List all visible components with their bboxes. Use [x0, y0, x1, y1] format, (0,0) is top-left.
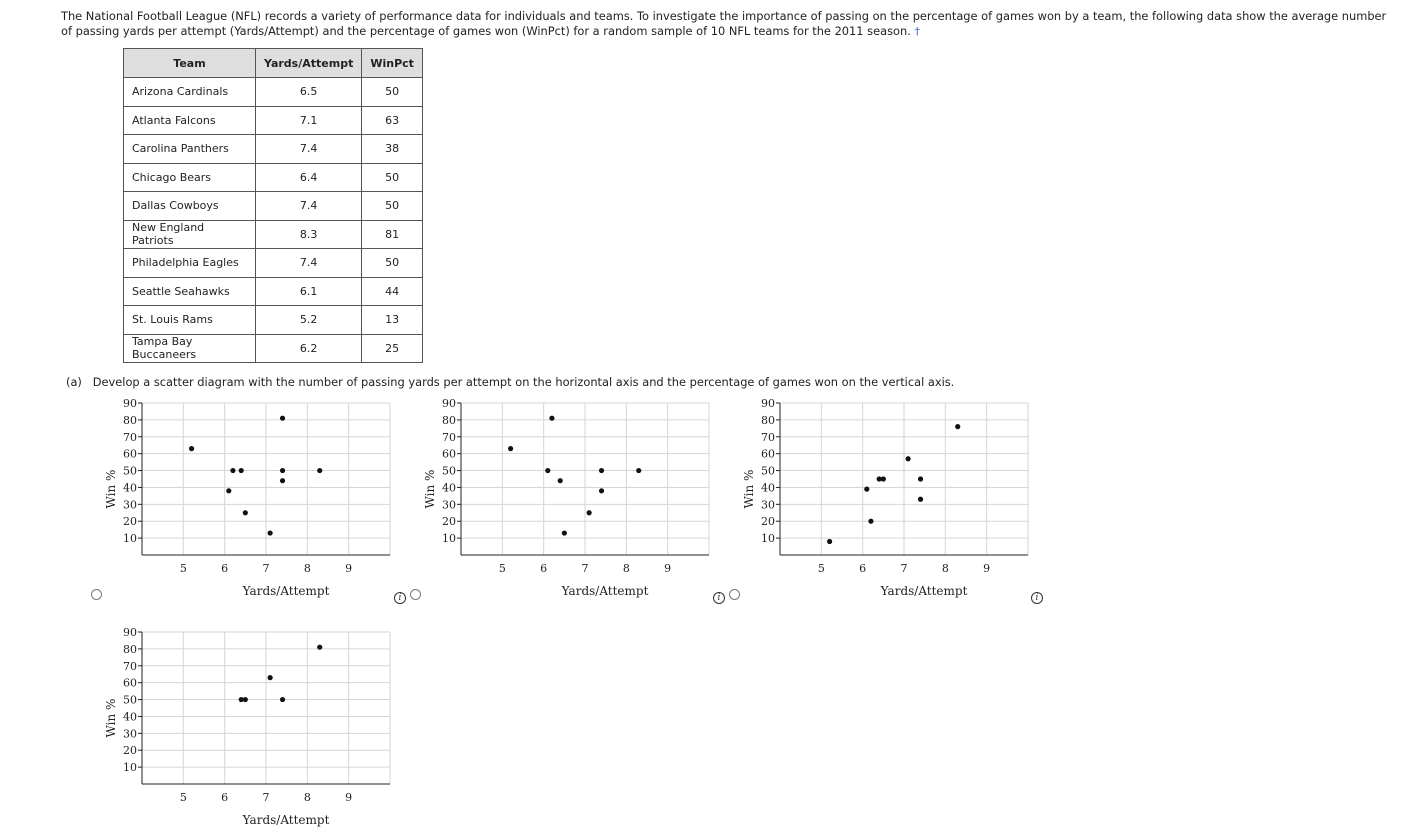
- data-point: [280, 416, 285, 421]
- y-tick-label: 30: [123, 498, 137, 512]
- info-icon[interactable]: i: [713, 592, 725, 604]
- header-team: Team: [124, 49, 256, 78]
- x-tick-label: 9: [983, 562, 991, 575]
- table-row: [124, 334, 423, 363]
- x-tick-label: 8: [622, 562, 630, 575]
- table-row: [124, 78, 423, 107]
- data-point: [268, 530, 273, 535]
- winpct-cell: 38: [362, 135, 423, 164]
- table-row: [124, 220, 423, 249]
- data-point: [268, 675, 273, 680]
- yards-cell: 7.4: [256, 249, 362, 278]
- y-tick-label: 80: [761, 413, 775, 427]
- data-point: [280, 478, 285, 483]
- y-tick-label: 80: [442, 413, 456, 427]
- y-tick-label: 20: [123, 515, 137, 529]
- y-axis-label: Win %: [104, 469, 118, 509]
- data-point: [918, 497, 923, 502]
- y-tick-label: 40: [761, 481, 775, 495]
- y-tick-label: 90: [123, 397, 137, 410]
- data-point: [508, 446, 513, 451]
- table-header-row: [124, 49, 423, 78]
- problem-intro: [61, 9, 1391, 39]
- y-tick-label: 20: [123, 744, 137, 758]
- y-tick-label: 50: [123, 464, 137, 478]
- footnote-link[interactable]: †: [914, 25, 920, 38]
- y-tick-label: 70: [442, 430, 456, 444]
- x-axis-label: Yards/Attempt: [242, 584, 330, 598]
- y-tick-label: 30: [761, 498, 775, 512]
- data-point: [599, 488, 604, 493]
- data-point: [562, 530, 567, 535]
- y-tick-label: 70: [761, 430, 775, 444]
- y-tick-label: 90: [442, 397, 456, 410]
- team-cell: Carolina Panthers: [124, 135, 256, 164]
- data-point: [189, 446, 194, 451]
- y-tick-label: 10: [123, 532, 137, 546]
- data-point: [881, 476, 886, 481]
- scatter-plot-option-3: [738, 397, 1030, 610]
- team-cell: Philadelphia Eagles: [124, 249, 256, 278]
- y-tick-label: 40: [442, 481, 456, 495]
- data-point: [317, 468, 322, 473]
- winpct-cell: 50: [362, 249, 423, 278]
- y-tick-label: 90: [761, 397, 775, 410]
- y-tick-label: 10: [442, 532, 456, 546]
- y-tick-label: 60: [761, 447, 775, 461]
- yards-cell: 8.3: [256, 220, 362, 249]
- question-a: [66, 375, 954, 389]
- x-tick-label: 9: [664, 562, 672, 575]
- data-point: [317, 645, 322, 650]
- data-point: [558, 478, 563, 483]
- scatter-plot-option-4: [100, 626, 392, 839]
- data-point: [906, 456, 911, 461]
- y-tick-label: 60: [442, 447, 456, 461]
- question-text: Develop a scatter diagram with the number of passing yards per attempt on the horizontal axis and the percentage of games won on the vertical axis.: [92, 375, 955, 389]
- yards-cell: 7.4: [256, 192, 362, 221]
- x-tick-label: 6: [859, 562, 867, 575]
- data-table: [123, 48, 423, 363]
- y-tick-label: 50: [442, 464, 456, 478]
- data-point: [955, 424, 960, 429]
- x-tick-label: 5: [498, 562, 506, 575]
- table-row: [124, 192, 423, 221]
- yards-cell: 6.1: [256, 277, 362, 306]
- y-tick-label: 60: [123, 676, 137, 690]
- y-tick-label: 20: [442, 515, 456, 529]
- x-tick-label: 7: [262, 562, 270, 575]
- data-point: [868, 519, 873, 524]
- table-row: [124, 106, 423, 135]
- x-tick-label: 6: [540, 562, 548, 575]
- y-tick-label: 80: [123, 642, 137, 656]
- y-axis-label: Win %: [423, 469, 437, 509]
- y-tick-label: 30: [123, 727, 137, 741]
- y-tick-label: 10: [123, 761, 137, 775]
- yards-cell: 6.5: [256, 78, 362, 107]
- x-axis-label: Yards/Attempt: [561, 584, 649, 598]
- x-tick-label: 5: [179, 562, 187, 575]
- y-tick-label: 40: [123, 710, 137, 724]
- data-point: [587, 510, 592, 515]
- winpct-cell: 50: [362, 192, 423, 221]
- table-row: [124, 277, 423, 306]
- team-cell: Dallas Cowboys: [124, 192, 256, 221]
- y-tick-label: 50: [123, 693, 137, 707]
- x-tick-label: 8: [303, 562, 311, 575]
- data-point: [636, 468, 641, 473]
- table-row: [124, 249, 423, 278]
- winpct-cell: 25: [362, 334, 423, 363]
- x-tick-label: 8: [941, 562, 949, 575]
- team-cell: St. Louis Rams: [124, 306, 256, 335]
- yards-cell: 7.4: [256, 135, 362, 164]
- yards-cell: 6.4: [256, 163, 362, 192]
- data-point: [827, 539, 832, 544]
- winpct-cell: 44: [362, 277, 423, 306]
- y-tick-label: 30: [442, 498, 456, 512]
- data-point: [243, 510, 248, 515]
- data-point: [280, 697, 285, 702]
- x-tick-label: 7: [581, 562, 589, 575]
- x-tick-label: 9: [345, 791, 353, 804]
- question-label: (a): [66, 375, 82, 389]
- x-tick-label: 5: [817, 562, 825, 575]
- team-cell: Tampa Bay Buccaneers: [124, 334, 256, 363]
- y-tick-label: 80: [123, 413, 137, 427]
- info-icon[interactable]: i: [1031, 592, 1043, 604]
- data-point: [545, 468, 550, 473]
- table-row: [124, 135, 423, 164]
- data-point: [918, 476, 923, 481]
- y-tick-label: 50: [761, 464, 775, 478]
- y-tick-label: 70: [123, 430, 137, 444]
- x-tick-label: 6: [221, 562, 229, 575]
- team-cell: Chicago Bears: [124, 163, 256, 192]
- x-tick-label: 8: [303, 791, 311, 804]
- team-cell: Arizona Cardinals: [124, 78, 256, 107]
- x-axis-label: Yards/Attempt: [242, 813, 330, 827]
- x-tick-label: 9: [345, 562, 353, 575]
- data-point: [226, 488, 231, 493]
- data-point: [239, 468, 244, 473]
- y-tick-label: 60: [123, 447, 137, 461]
- data-point: [864, 487, 869, 492]
- yards-cell: 7.1: [256, 106, 362, 135]
- data-point: [243, 697, 248, 702]
- x-tick-label: 7: [262, 791, 270, 804]
- table-row: [124, 306, 423, 335]
- team-cell: Seattle Seahawks: [124, 277, 256, 306]
- data-point: [230, 468, 235, 473]
- header-winpct: WinPct: [362, 49, 423, 78]
- winpct-cell: 81: [362, 220, 423, 249]
- data-point: [549, 416, 554, 421]
- x-tick-label: 6: [221, 791, 229, 804]
- winpct-cell: 63: [362, 106, 423, 135]
- header-yards-attempt: Yards/Attempt: [256, 49, 362, 78]
- y-axis-label: Win %: [742, 469, 756, 509]
- yards-cell: 6.2: [256, 334, 362, 363]
- x-tick-label: 5: [179, 791, 187, 804]
- y-tick-label: 40: [123, 481, 137, 495]
- table-row: [124, 163, 423, 192]
- scatter-plot-option-1: [100, 397, 392, 610]
- team-cell: Atlanta Falcons: [124, 106, 256, 135]
- intro-text: The National Football League (NFL) records a variety of performance data for individuals and teams. To investigate the importance of passing on the percentage of games won by a team, the following data show the average number of passing yards per attempt (Yards/Attempt) and the percentage of games won (WinPct) for a random sample of 10 NFL teams for the 2011 season.: [61, 9, 1387, 38]
- winpct-cell: 50: [362, 78, 423, 107]
- yards-cell: 5.2: [256, 306, 362, 335]
- info-icon[interactable]: i: [394, 592, 406, 604]
- y-axis-label: Win %: [104, 698, 118, 738]
- y-tick-label: 10: [761, 532, 775, 546]
- y-tick-label: 90: [123, 626, 137, 639]
- x-tick-label: 7: [900, 562, 908, 575]
- team-cell: New England Patriots: [124, 220, 256, 249]
- x-axis-label: Yards/Attempt: [880, 584, 968, 598]
- scatter-plot-option-2: [419, 397, 711, 610]
- winpct-cell: 50: [362, 163, 423, 192]
- winpct-cell: 13: [362, 306, 423, 335]
- y-tick-label: 20: [761, 515, 775, 529]
- y-tick-label: 70: [123, 659, 137, 673]
- data-point: [280, 468, 285, 473]
- data-point: [599, 468, 604, 473]
